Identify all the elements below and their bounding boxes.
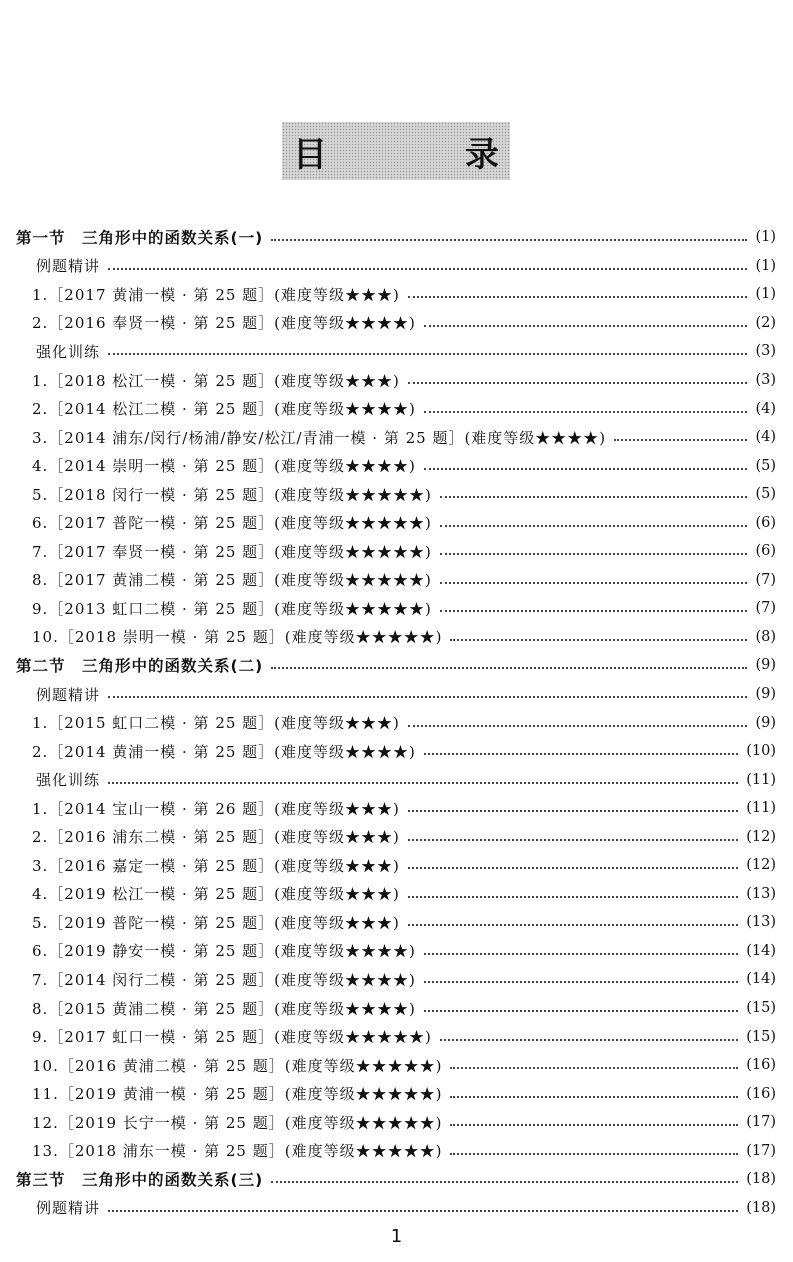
dot-leader	[408, 867, 738, 869]
dot-leader	[424, 468, 748, 470]
toc-entry-page: (6)	[755, 514, 776, 531]
dot-leader	[440, 610, 748, 612]
dot-leader	[440, 553, 748, 555]
toc-entry-page: (9)	[755, 657, 776, 674]
toc-entry-page: (15)	[746, 1000, 776, 1017]
dot-leader	[614, 439, 747, 441]
toc-entry-label: 4.［2014 崇明一模 · 第 25 题］(难度等级★★★★)	[32, 457, 416, 476]
dot-leader	[108, 353, 747, 355]
toc-entry-page: (5)	[755, 486, 776, 503]
dot-leader	[271, 239, 747, 241]
toc-entry-page: (4)	[755, 400, 776, 417]
toc-entry-label: 强化训练	[36, 342, 101, 361]
toc-entry-label: 10.［2016 黄浦二模 · 第 25 题］(难度等级★★★★★)	[32, 1056, 443, 1075]
toc-entry-page: (3)	[755, 343, 776, 360]
dot-leader	[424, 953, 738, 955]
toc-entry-page: (13)	[746, 885, 776, 902]
toc-item-entry[interactable]	[16, 851, 776, 880]
dot-leader	[450, 1096, 738, 1098]
toc-item-entry[interactable]	[16, 394, 776, 423]
toc-entry-label: 3.［2014 浦东/闵行/杨浦/静安/松江/青浦一模 · 第 25 题］(难度等级★★★★)	[32, 428, 607, 447]
toc-entry-page: (7)	[755, 600, 776, 617]
toc-entry-label: 13.［2018 浦东一模 · 第 25 题］(难度等级★★★★★)	[32, 1142, 443, 1161]
toc-section-entry[interactable]	[16, 651, 776, 680]
toc-item-entry[interactable]	[16, 908, 776, 937]
toc-item-entry[interactable]	[16, 708, 776, 737]
toc-entry-label: 第二节 三角形中的函数关系(二)	[16, 657, 264, 676]
dot-leader	[108, 1210, 738, 1212]
toc-entry-label: 1.［2014 宝山一模 · 第 26 题］(难度等级★★★)	[32, 799, 400, 818]
toc-entry-page: (8)	[755, 628, 776, 645]
toc-item-entry[interactable]	[16, 1137, 776, 1166]
toc-subsection-entry[interactable]	[16, 765, 776, 794]
toc-subsection-entry[interactable]	[16, 1194, 776, 1223]
toc-entry-label: 1.［2015 虹口二模 · 第 25 题］(难度等级★★★)	[32, 714, 400, 733]
toc-item-entry[interactable]	[16, 794, 776, 823]
toc-entry-label: 2.［2016 奉贤一模 · 第 25 题］(难度等级★★★★)	[32, 314, 416, 333]
page-number: 1	[390, 1226, 403, 1247]
dot-leader	[450, 1124, 738, 1126]
toc-entry-page: (11)	[746, 771, 776, 788]
toc-entry-label: 3.［2016 嘉定一模 · 第 25 题］(难度等级★★★)	[32, 856, 400, 875]
toc-item-entry[interactable]	[16, 537, 776, 566]
toc-item-entry[interactable]	[16, 1022, 776, 1051]
toc-section-entry[interactable]	[16, 1165, 776, 1194]
toc-entry-page: (16)	[746, 1085, 776, 1102]
toc-item-entry[interactable]	[16, 822, 776, 851]
toc-entry-page: (14)	[746, 971, 776, 988]
toc-entry-page: (4)	[755, 429, 776, 446]
toc-entry-label: 6.［2017 普陀一模 · 第 25 题］(难度等级★★★★★)	[32, 514, 432, 533]
dot-leader	[440, 1039, 738, 1041]
toc-entry-label: 8.［2017 黄浦二模 · 第 25 题］(难度等级★★★★★)	[32, 571, 432, 590]
toc-entry-page: (6)	[755, 543, 776, 560]
dot-leader	[408, 296, 748, 298]
dot-leader	[450, 1067, 738, 1069]
toc-entry-label: 例题精讲	[36, 257, 101, 276]
toc-entry-label: 5.［2019 普陀一模 · 第 25 题］(难度等级★★★)	[32, 913, 400, 932]
toc-subsection-entry[interactable]	[16, 252, 776, 281]
toc-item-entry[interactable]	[16, 1108, 776, 1137]
toc-entry-page: (9)	[755, 686, 776, 703]
toc-item-entry[interactable]	[16, 1079, 776, 1108]
dot-leader	[408, 810, 738, 812]
toc-entry-label: 9.［2013 虹口二模 · 第 25 题］(难度等级★★★★★)	[32, 599, 432, 618]
toc-entry-label: 1.［2018 松江一模 · 第 25 题］(难度等级★★★)	[32, 371, 400, 390]
toc-entry-label: 例题精讲	[36, 1199, 101, 1218]
toc-entry-label: 7.［2017 奉贤一模 · 第 25 题］(难度等级★★★★★)	[32, 542, 432, 561]
toc-item-entry[interactable]	[16, 965, 776, 994]
toc-entry-page: (11)	[746, 800, 776, 817]
toc-item-entry[interactable]	[16, 508, 776, 537]
toc-entry-page: (14)	[746, 942, 776, 959]
toc-entry-page: (5)	[755, 457, 776, 474]
toc-entry-page: (7)	[755, 571, 776, 588]
toc-entry-label: 强化训练	[36, 771, 101, 790]
toc-entry-label: 8.［2015 黄浦二模 · 第 25 题］(难度等级★★★★)	[32, 999, 416, 1018]
dot-leader	[440, 525, 748, 527]
toc-entry-page: (18)	[746, 1171, 776, 1188]
toc-item-entry[interactable]	[16, 566, 776, 595]
toc-entry-label: 12.［2019 长宁一模 · 第 25 题］(难度等级★★★★★)	[32, 1113, 443, 1132]
dot-leader	[440, 582, 748, 584]
toc-entry-label: 2.［2014 松江二模 · 第 25 题］(难度等级★★★★)	[32, 400, 416, 419]
dot-leader	[271, 1181, 738, 1183]
dot-leader	[424, 753, 738, 755]
toc-entry-page: (2)	[755, 314, 776, 331]
dot-leader	[408, 382, 748, 384]
toc-item-entry[interactable]	[16, 880, 776, 909]
toc-item-entry[interactable]	[16, 451, 776, 480]
dot-leader	[424, 411, 748, 413]
toc-item-entry[interactable]	[16, 309, 776, 338]
toc-entry-page: (16)	[746, 1057, 776, 1074]
dot-leader	[271, 667, 747, 669]
toc-entry-page: (18)	[746, 1199, 776, 1216]
toc-entry-label: 11.［2019 黄浦一模 · 第 25 题］(难度等级★★★★★)	[32, 1085, 443, 1104]
toc-entry-page: (1)	[755, 229, 776, 246]
dot-leader	[450, 639, 747, 641]
dot-leader	[408, 896, 738, 898]
dot-leader	[450, 1153, 738, 1155]
toc-entry-label: 6.［2019 静安一模 · 第 25 题］(难度等级★★★★)	[32, 942, 416, 961]
toc-item-entry[interactable]	[16, 737, 776, 766]
dot-leader	[424, 325, 748, 327]
toc-entry-label: 第三节 三角形中的函数关系(三)	[16, 1171, 264, 1190]
toc-entry-label: 第一节 三角形中的函数关系(一)	[16, 229, 264, 248]
toc-entry-page: (10)	[746, 743, 776, 760]
toc-entry-label: 2.［2014 黄浦一模 · 第 25 题］(难度等级★★★★)	[32, 742, 416, 761]
dot-leader	[440, 496, 748, 498]
toc-item-entry[interactable]	[16, 937, 776, 966]
dot-leader	[424, 981, 738, 983]
toc-item-entry[interactable]	[16, 280, 776, 309]
toc-entry-page: (13)	[746, 914, 776, 931]
toc-item-entry[interactable]	[16, 1051, 776, 1080]
toc-entry-label: 5.［2018 闵行一模 · 第 25 题］(难度等级★★★★★)	[32, 485, 432, 504]
dot-leader	[424, 1010, 738, 1012]
toc-subsection-entry[interactable]	[16, 680, 776, 709]
toc-title: 目 录	[293, 134, 551, 175]
toc-entry-page: (1)	[755, 257, 776, 274]
toc-title-banner	[282, 122, 551, 180]
toc-entry-page: (1)	[755, 286, 776, 303]
dot-leader	[408, 924, 738, 926]
toc-item-entry[interactable]	[16, 423, 776, 452]
dot-leader	[408, 839, 738, 841]
toc-entry-label: 4.［2019 松江一模 · 第 25 题］(难度等级★★★)	[32, 885, 400, 904]
dot-leader	[108, 696, 747, 698]
toc-entry-label: 10.［2018 崇明一模 · 第 25 题］(难度等级★★★★★)	[32, 628, 443, 647]
toc-entry-page: (12)	[746, 828, 776, 845]
toc-entry-label: 2.［2016 浦东二模 · 第 25 题］(难度等级★★★)	[32, 828, 400, 847]
table-of-contents	[16, 223, 776, 1222]
toc-entry-label: 7.［2014 闵行二模 · 第 25 题］(难度等级★★★★)	[32, 970, 416, 989]
dot-leader	[108, 268, 747, 270]
toc-entry-page: (9)	[755, 714, 776, 731]
toc-item-entry[interactable]	[16, 594, 776, 623]
toc-item-entry[interactable]	[16, 994, 776, 1023]
toc-subsection-entry[interactable]	[16, 337, 776, 366]
toc-entry-page: (3)	[755, 372, 776, 388]
toc-entry-label: 例题精讲	[36, 685, 101, 704]
dot-leader	[108, 782, 738, 784]
toc-item-entry[interactable]	[16, 366, 776, 395]
dot-leader	[408, 725, 748, 727]
toc-entry-page: (15)	[746, 1028, 776, 1045]
toc-item-entry[interactable]	[16, 623, 776, 652]
toc-entry-label: 9.［2017 虹口一模 · 第 25 题］(难度等级★★★★★)	[32, 1028, 432, 1047]
toc-entry-page: (17)	[746, 1114, 776, 1131]
toc-entry-page: (17)	[746, 1142, 776, 1159]
toc-item-entry[interactable]	[16, 480, 776, 509]
toc-section-entry[interactable]	[16, 223, 776, 252]
toc-entry-page: (12)	[746, 857, 776, 874]
toc-entry-label: 1.［2017 黄浦一模 · 第 25 题］(难度等级★★★)	[32, 285, 400, 304]
